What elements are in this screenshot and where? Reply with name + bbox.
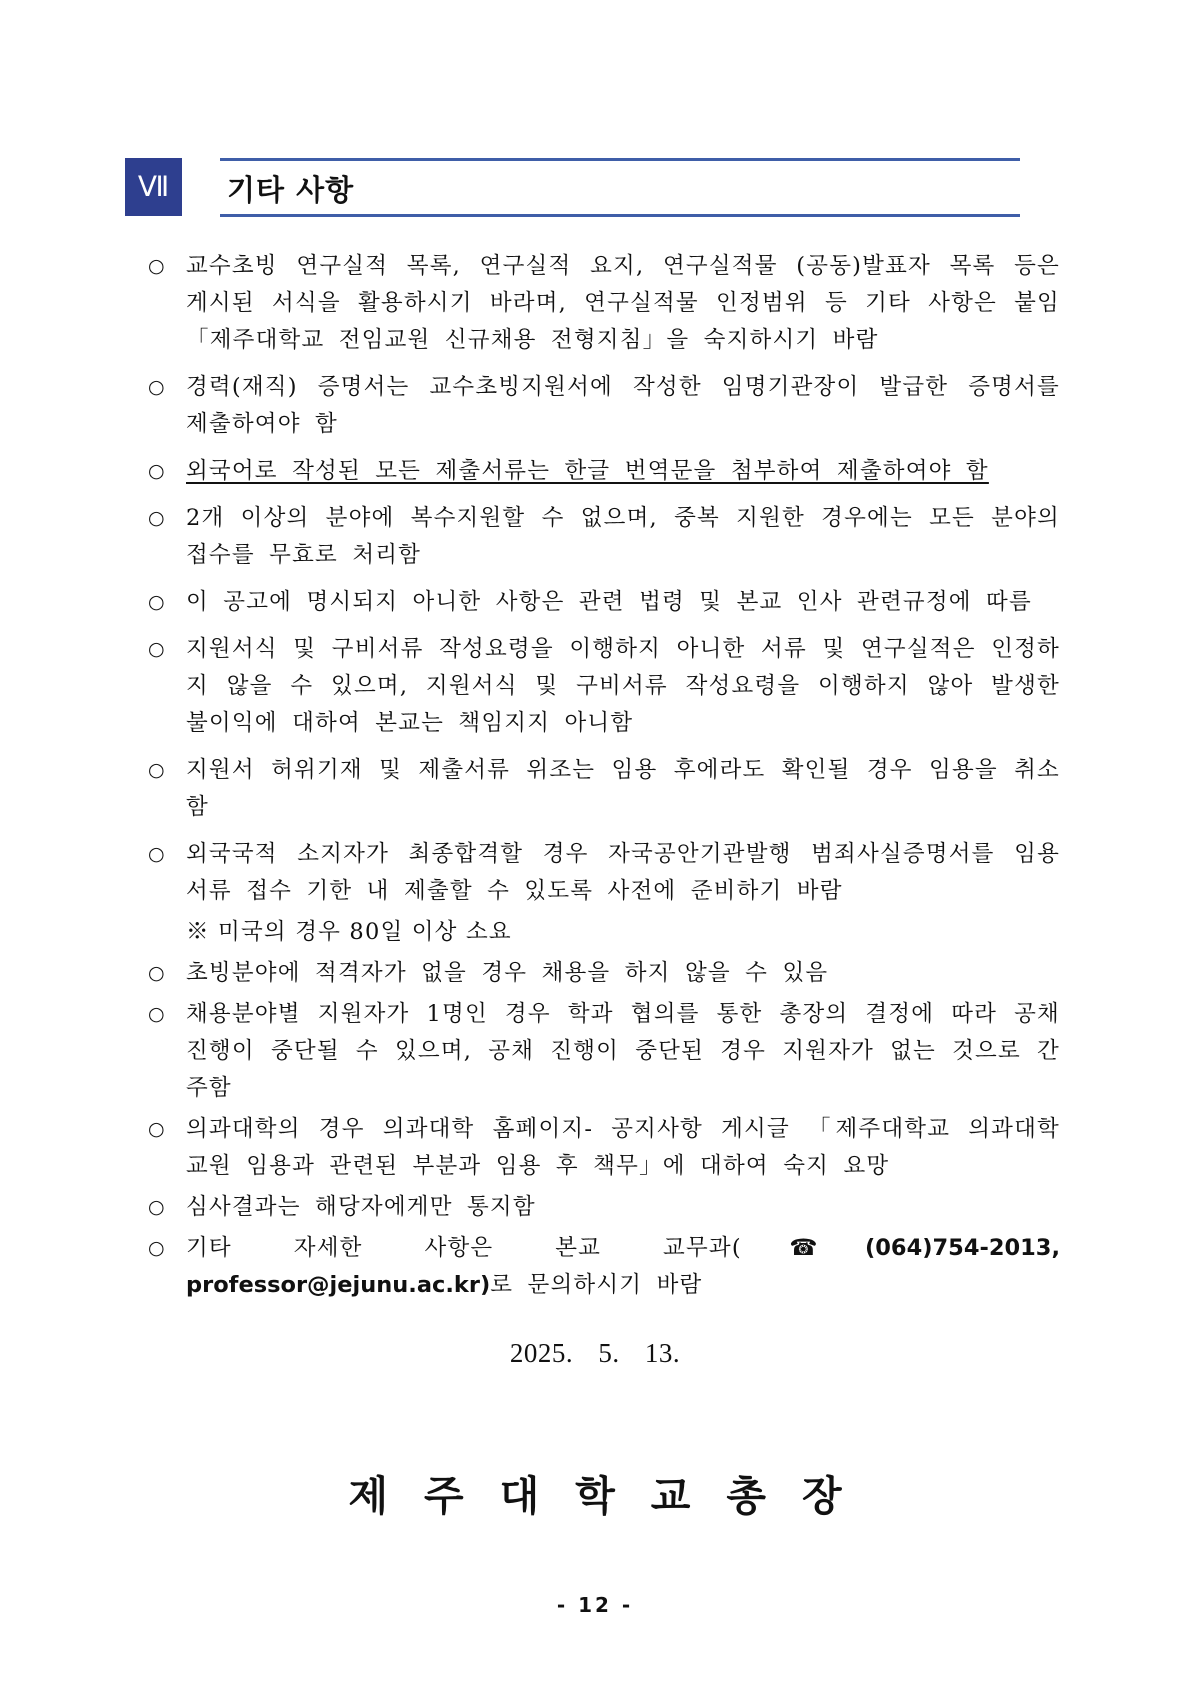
note-text: ※ 미국의 경우 80일 이상 소요: [186, 919, 512, 945]
section-number-badge: Ⅶ: [125, 158, 182, 216]
list-item: [148, 752, 1060, 826]
item-text: 초빙분야에 적격자가 없을 경우 채용을 하지 않을 수 있음: [186, 960, 829, 986]
list-item: [148, 453, 1060, 490]
bullet-icon: ○: [148, 1003, 165, 1025]
bullet-icon: ○: [148, 376, 165, 398]
bullet-icon: ○: [148, 638, 165, 660]
issuer-signature: 제주대학교총장: [348, 1472, 878, 1520]
notice-list: [148, 248, 1060, 1308]
contact-text-before: 기타 자세한 사항은 본교 교무과(: [186, 1235, 742, 1261]
item-text: 경력(재직) 증명서는 교수초빙지원서에 작성한 임명기관장이 발급한 증명서를 제출하여야 함: [186, 374, 1060, 437]
contact-text-after: 로 문의하시기 바람: [490, 1272, 703, 1298]
list-item: [148, 836, 1060, 910]
bullet-icon: ○: [148, 1237, 165, 1259]
section-title: 기타 사항: [227, 173, 355, 207]
item-text: 의과대학의 경우 의과대학 홈페이지- 공지사항 게시글 「제주대학교 의과대학 교원 임용과 관련된 부분과 임용 후 책무」에 대하여 숙지 요망: [186, 1116, 1060, 1179]
item-text: 외국국적 소지자가 최종합격할 경우 자국공안기관발행 범죄사실증명서를 임용 서류 접수 기한 내 제출할 수 있도록 사전에 준비하기 바람: [186, 841, 1060, 904]
page-number: - 12 -: [556, 1593, 634, 1617]
list-item: [148, 1189, 1060, 1226]
list-item: [148, 584, 1060, 621]
item-text: 지원서 허위기재 및 제출서류 위조는 임용 후에라도 확인될 경우 임용을 취소함: [186, 757, 1060, 820]
list-item: [148, 500, 1060, 574]
item-text: 이 공고에 명시되지 아니한 사항은 관련 법령 및 본교 인사 관련규정에 따름: [186, 589, 1032, 615]
item-text: 지원서식 및 구비서류 작성요령을 이행하지 아니한 서류 및 연구실적은 인정하지 않을 수 있으며, 지원서식 및 구비서류 작성요령을 이행하지 않아 발생한 불이익에 대하여 본교는 책임지지 아니함: [186, 636, 1060, 736]
list-item: [148, 369, 1060, 443]
contact-info: ☎(064)754-2013, professor@jejunu.ac.kr): [186, 1235, 1060, 1298]
list-item: [148, 631, 1060, 742]
bullet-icon: ○: [148, 460, 165, 482]
bullet-icon: ○: [148, 591, 165, 613]
list-item: [148, 1230, 1060, 1304]
item-text-underlined: 외국어로 작성된 모든 제출서류는 한글 번역문을 첨부하여 제출하여야 함: [186, 458, 989, 484]
bullet-icon: ○: [148, 843, 165, 865]
header-top-rule: [220, 158, 1020, 161]
bullet-icon: ○: [148, 759, 165, 781]
item-text: 채용분야별 지원자가 1명인 경우 학과 협의를 통한 총장의 결정에 따라 공채 진행이 중단될 수 있으며, 공채 진행이 중단된 경우 지원자가 없는 것으로 간주함: [186, 1001, 1060, 1101]
bullet-icon: ○: [148, 962, 165, 984]
bullet-icon: ○: [148, 507, 165, 529]
item-text-contact: [186, 1230, 1060, 1304]
announcement-date: 2025. 5. 13.: [509, 1338, 681, 1368]
section-header: [125, 158, 1025, 218]
item-text: 교수초빙 연구실적 목록, 연구실적 요지, 연구실적물 (공동)발표자 목록 등은 게시된 서식을 활용하시기 바라며, 연구실적물 인정범위 등 기타 사항은 붙임 「제주대학교 전임교원 신규채용 전형지침」을 숙지하시기 바람: [186, 253, 1060, 353]
bullet-icon: ○: [148, 255, 165, 277]
list-item: [148, 248, 1060, 359]
bullet-icon: ○: [148, 1196, 165, 1218]
list-item: [148, 955, 1060, 992]
bullet-icon: ○: [148, 1118, 165, 1140]
item-text: 심사결과는 해당자에게만 통지함: [186, 1194, 536, 1220]
item-text: 2개 이상의 분야에 복수지원할 수 없으며, 중복 지원한 경우에는 모든 분야의 접수를 무효로 처리함: [186, 505, 1060, 568]
header-bottom-rule: [220, 214, 1020, 217]
list-item: [148, 996, 1060, 1107]
list-item: [148, 1111, 1060, 1185]
